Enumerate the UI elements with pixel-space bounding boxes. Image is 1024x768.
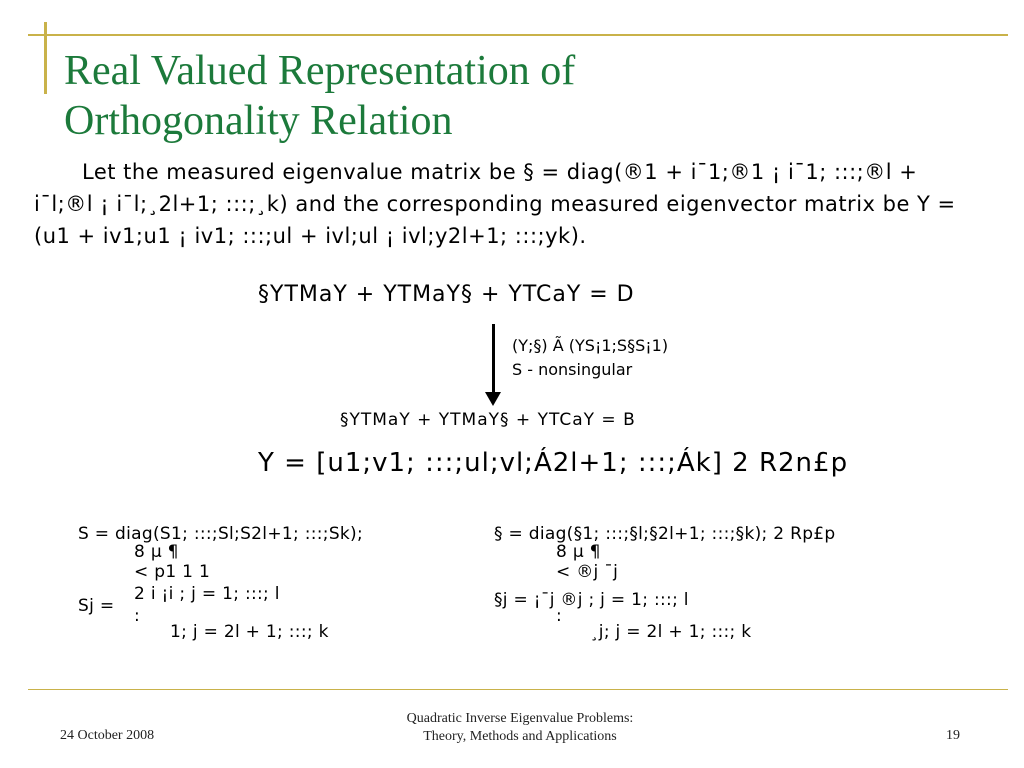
s-case-2: 1; j = 2l + 1; :::; k	[170, 622, 329, 642]
sj-label: Sj =	[78, 596, 115, 616]
intro-paragraph-text: Let the measured eigenvalue matrix be § = diag(®1 + i¯1;®1 ¡ i¯1; :::;®l + i¯l;®l ¡ i¯l;¸2l+1; :::;¸k) and the corresponding measured eigenvector matrix be Y = (u1 + iv1;u1 ¡ iv1; :::;ul + ivl;ul ¡ ivl;y2l+1; :::;yk).	[34, 160, 956, 248]
sigma-case-2: ¸j; j = 2l + 1; :::; k	[590, 622, 752, 642]
footer-date: 24 October 2008	[60, 728, 155, 743]
slide-title	[64, 46, 784, 146]
sigma-definition: § = diag(§1; :::;§l;§2l+1; :::;§k); 2 Rp£p	[494, 524, 836, 544]
footer-title	[340, 710, 700, 746]
slide-title-line-2: Orthogonality Relation	[64, 98, 453, 144]
s-matrix-row-2: 2 i ¡i ; j = 1; :::; l	[134, 584, 280, 604]
s-matrix-row-1: < p1 1 1	[134, 562, 211, 582]
sigma-brace-top: 8 µ ¶	[556, 542, 601, 562]
sigma-brace-bottom: :	[556, 606, 563, 626]
s-brace-top: 8 µ ¶	[134, 542, 179, 562]
accent-vertical-line	[44, 22, 47, 94]
sigma-matrix-row-1: < ®j ¯j	[556, 562, 619, 582]
footer-title-line-2: Theory, Methods and Applications	[423, 729, 617, 744]
equation-1: §YTMaY + YTMaY§ + YTCaY = D	[258, 282, 635, 307]
intro-paragraph	[34, 156, 970, 252]
footer-divider	[28, 689, 1008, 690]
down-arrow-icon	[485, 392, 501, 406]
transformation-note: (Y;§) Ã (YS¡1;S§S¡1)	[512, 336, 669, 355]
accent-horizontal-line	[28, 34, 1008, 36]
equation-2: §YTMaY + YTMaY§ + YTCaY = B	[340, 410, 636, 430]
sigma-matrix-row-2: §j = ¡¯j ®j ; j = 1; :::; l	[494, 590, 689, 610]
s-definition: S = diag(S1; :::;Sl;S2l+1; :::;Sk);	[78, 524, 364, 544]
page-number: 19	[946, 728, 960, 743]
equation-3: Y = [u1;v1; :::;ul;vl;Á2l+1; :::;Ák] 2 R2n£p	[258, 448, 849, 478]
down-arrow-shaft	[492, 324, 495, 396]
slide-title-line-1: Real Valued Representation of	[64, 48, 576, 94]
nonsingular-note: S - nonsingular	[512, 360, 633, 379]
footer-title-line-1: Quadratic Inverse Eigenvalue Problems:	[406, 711, 634, 726]
s-brace-bottom: :	[134, 606, 141, 626]
